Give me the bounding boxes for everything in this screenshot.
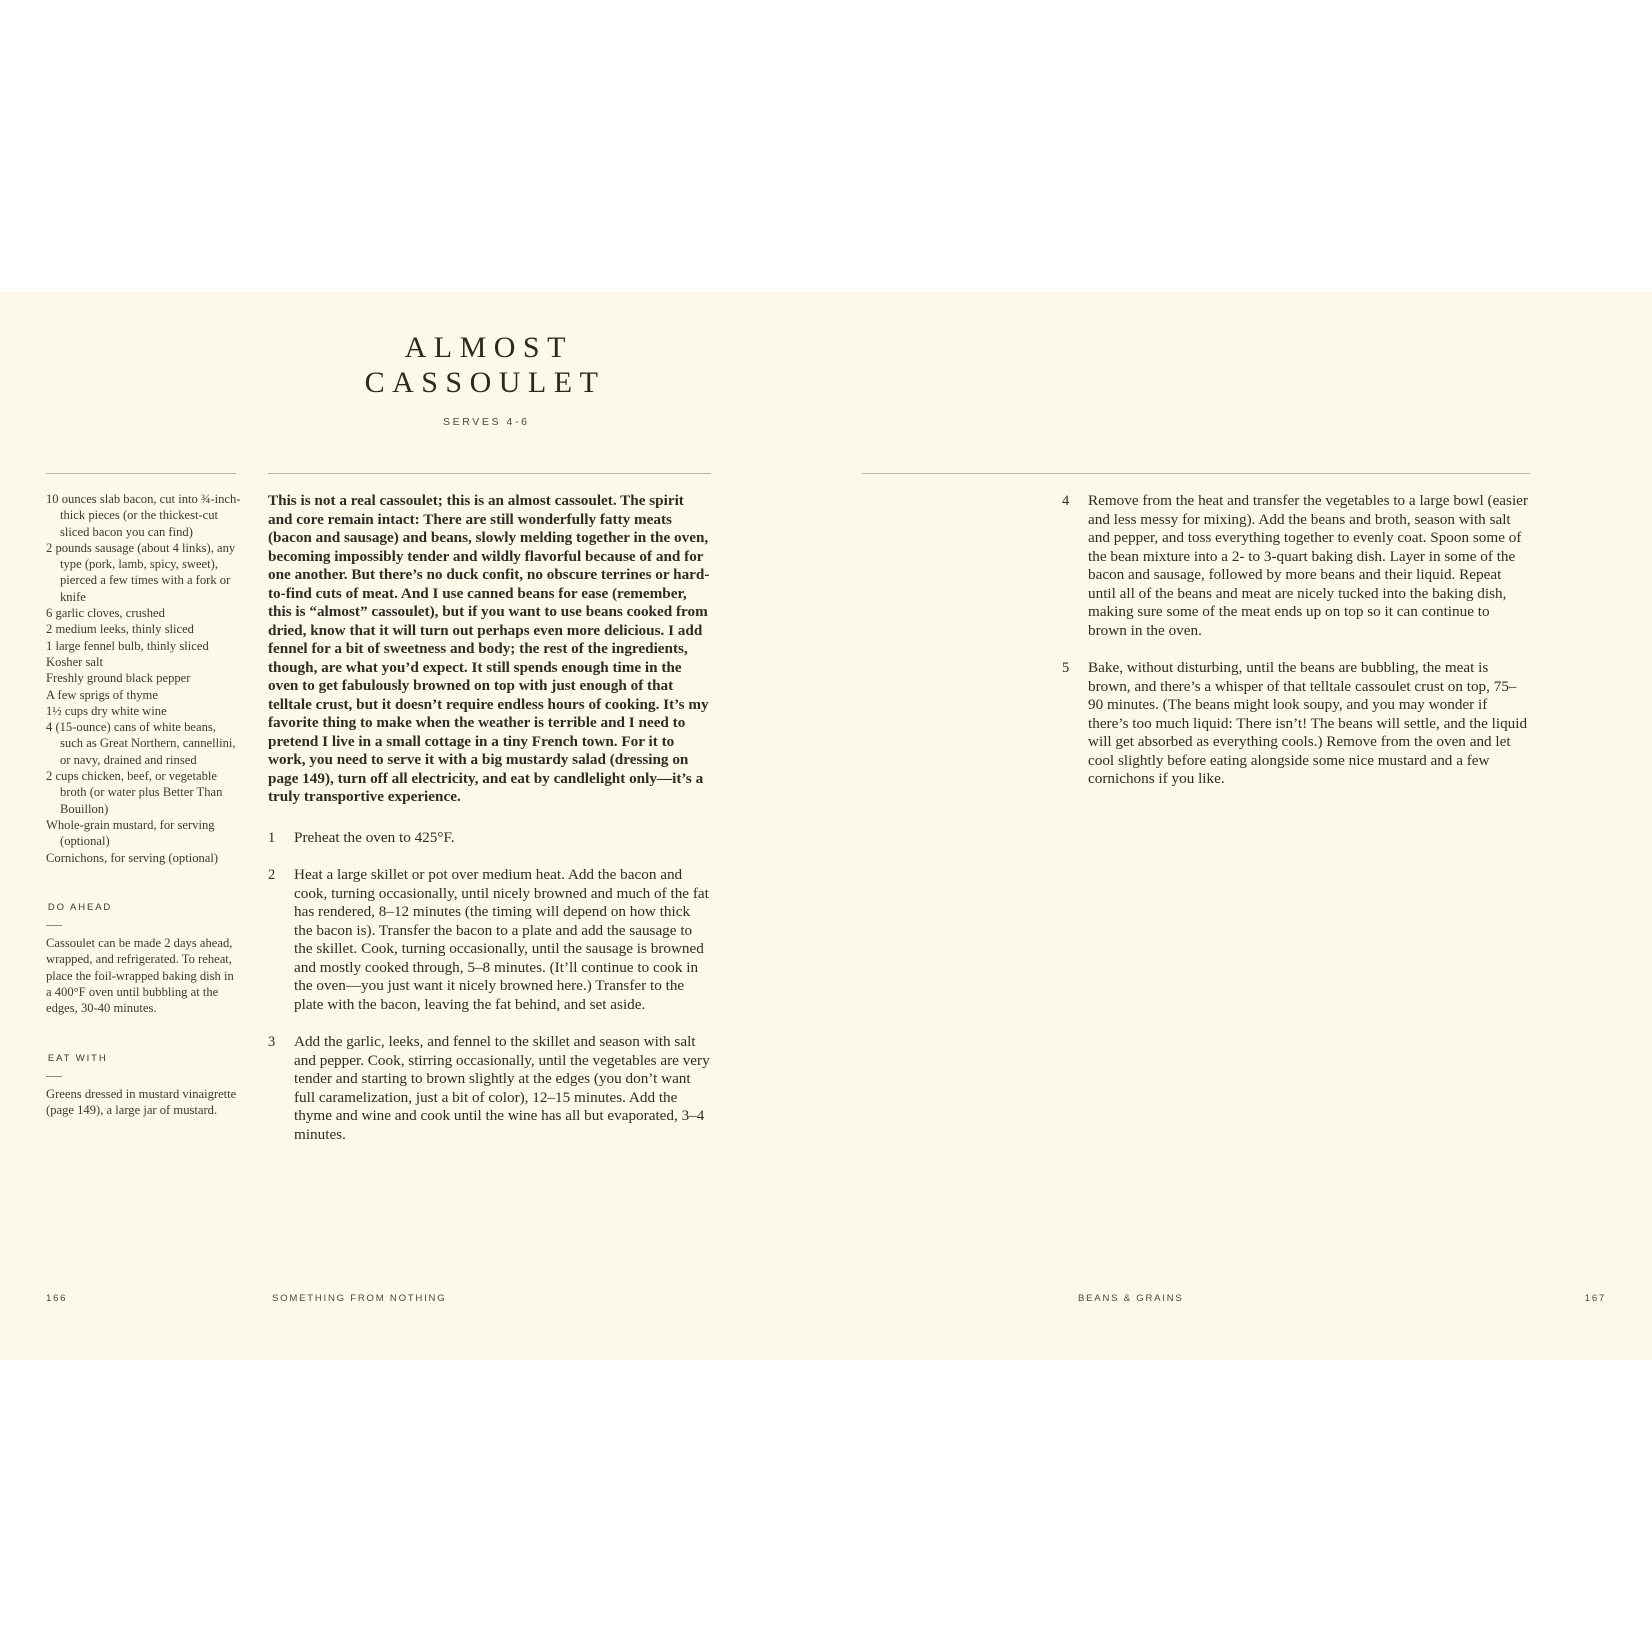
- cookbook-spread: [0, 292, 1652, 1360]
- ingredient-item: Whole-grain mustard, for serving (optional): [46, 817, 215, 849]
- ingredient-item: 2 cups chicken, beef, or vegetable broth (or water plus Better Than Bouillon): [46, 769, 223, 816]
- recipe-title-line-2: CASSOULET: [364, 366, 606, 400]
- ingredient-item: 6 garlic cloves, crushed: [46, 606, 165, 621]
- running-head-left: SOMETHING FROM NOTHING: [272, 1293, 447, 1304]
- recipe-headnote: This is not a real cassoulet; this is an almost cassoulet. The spirit and core remain intact: There are still wonderfully fatty meats (bacon and sausage) and beans, slowly melding together in the oven, becoming impossibly tender and wildly flavorful because of and for one another. But there’s no duck confit, no obscure terrines or hard-to-find cuts of meat. And I use canned beans for ease (remember, this is “almost” cassoulet), but if you want to use beans cooked from dried, know that it will turn out perhaps even more delicious. I add fennel for a bit of sweetness and body; the rest of the ingredients, though, are what you’d expect. It still spends enough time in the oven to get fabulously browned on top with just enough of that telltale crust, but it doesn’t require endless hours of cooking. It’s my favorite thing to make when the weather is terrible and I need to pretend I live in a small cottage in a tiny French town. For it to work, you need to serve it with a big mustardy salad (dressing on page 149), turn off all electricity, and eat by candlelight only—it’s a truly transportive experience.: [268, 492, 710, 805]
- step-text: Remove from the heat and transfer the vegetables to a large bowl (easier and less messy for mixing). Add the beans and broth, season with salt and pepper, and toss everything together to evenly coat. Spoon some of the bean mixture into a 2- to 3-quart baking dish. Layer in some of the bacon and sausage, followed by more beans and their liquid. Repeat until all of the beans and meat are nicely tucked into the baking dish, making sure some of the meat ends up on top so it can continue to brown in the oven.: [1088, 492, 1528, 639]
- recipe-step: [268, 1033, 711, 1144]
- step-number: 2: [268, 867, 276, 883]
- ingredient-item: A few sprigs of thyme: [46, 687, 158, 702]
- body-divider-rule-left: [268, 473, 711, 474]
- folio-right: 167: [1584, 1293, 1606, 1304]
- do-ahead-body: Cassoulet can be made 2 days ahead, wrapped, and refrigerated. To reheat, place the foil-wrapped baking dish in a 400°F oven until bubbling at the edges, 30-40 minutes.: [46, 936, 234, 1016]
- page-left: [0, 292, 826, 1360]
- folio-left: 166: [46, 1293, 68, 1304]
- eat-with-dash-rule: [46, 1076, 62, 1077]
- page-right: [826, 292, 1652, 1360]
- step-number: 4: [1062, 493, 1070, 509]
- ingredient-item: 10 ounces slab bacon, cut into ¾-inch-thick pieces (or the thickest-cut sliced bacon you can find): [46, 492, 241, 539]
- ingredient-item: Kosher salt: [46, 654, 104, 669]
- recipe-title-block: [255, 330, 715, 428]
- ingredient-item: 1½ cups dry white wine: [46, 703, 167, 718]
- eat-with-heading: EAT WITH: [47, 1052, 108, 1064]
- body-divider-rule-right: [862, 473, 1530, 474]
- do-ahead-section: [46, 900, 241, 1017]
- step-number: 1: [268, 829, 276, 846]
- step-text: Preheat the oven to 425°F.: [294, 828, 455, 846]
- ingredient-item: 4 (15-ounce) cans of white beans, such as Great Northern, cannellini, or navy, drained and rinsed: [46, 720, 236, 767]
- page-title: [255, 330, 715, 401]
- recipe-step: [268, 866, 711, 1014]
- ingredient-item: 2 medium leeks, thinly sliced: [46, 622, 194, 637]
- eat-with-body: Greens dressed in mustard vinaigrette (page 149), a large jar of mustard.: [46, 1086, 237, 1118]
- step-text: Heat a large skillet or pot over medium heat. Add the bacon and cook, turning occasionally, until nicely browned and much of the fat has rendered, 8–12 minutes (the timing will depend on how thick the bacon is). Transfer the bacon to a plate and add the sausage to the skillet. Cook, turning occasionally, until the sausage is browned and mostly cooked through, 5–8 minutes. (It’ll continue to cook in the oven—you just want it nicely browned here.) Transfer to the plate with the bacon, leaving the fat behind, and set aside.: [294, 866, 709, 1013]
- recipe-title-line-1: ALMOST: [404, 331, 573, 364]
- ingredient-item: 1 large fennel bulb, thinly sliced: [46, 638, 209, 653]
- recipe-body-right: [1062, 492, 1530, 789]
- eat-with-section: [46, 1051, 241, 1119]
- serves-label: SERVES 4-6: [443, 415, 530, 428]
- ingredients-list: [46, 491, 241, 866]
- ingredient-item: 2 pounds sausage (about 4 links), any type (pork, lamb, spicy, sweet), pierced a few times with a fork or knife: [46, 540, 236, 604]
- recipe-step: [1062, 659, 1530, 789]
- step-text: Add the garlic, leeks, and fennel to the skillet and season with salt and pepper. Cook, stirring occasionally, until the vegetables are very tender and starting to brown slightly at the edges (you don’t want full caramelization, just a bit of color), 12–15 minutes. Add the thyme and wine and cook until the wine has all but evaporated, 3–4 minutes.: [294, 1033, 710, 1143]
- ingredients-sidebar: [46, 491, 241, 1119]
- recipe-body-left: [268, 492, 711, 1144]
- running-head-right: BEANS & GRAINS: [1078, 1293, 1184, 1304]
- recipe-step: [1062, 492, 1530, 640]
- ingredient-item: Freshly ground black pepper: [46, 671, 191, 686]
- step-number: 5: [1062, 660, 1070, 676]
- ingredient-item: Cornichons, for serving (optional): [46, 850, 219, 865]
- do-ahead-heading: DO AHEAD: [47, 901, 113, 913]
- do-ahead-dash-rule: [46, 925, 62, 926]
- step-text: Bake, without disturbing, until the beans are bubbling, the meat is brown, and there’s a whisper of that telltale cassoulet crust on top, 75–90 minutes. (The beans might look soupy, and you may wonder if there’s too much liquid: There isn’t! The beans will settle, and the liquid will get absorbed as everything cools.) Remove from the oven and let cool slightly before eating alongside some nice mustard and a few cornichons if you like.: [1088, 659, 1528, 787]
- recipe-step: [268, 829, 711, 848]
- sidebar-divider-rule: [46, 473, 236, 474]
- step-number: 3: [268, 1034, 276, 1050]
